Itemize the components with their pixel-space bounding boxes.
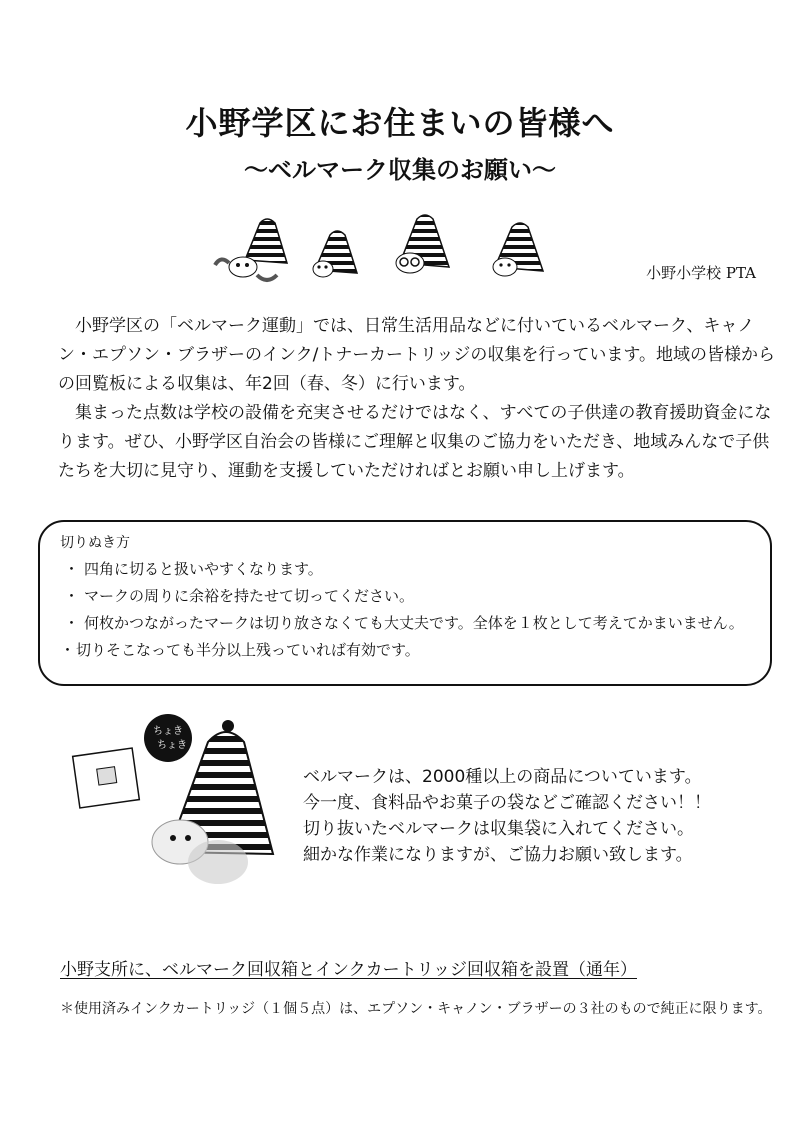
intro-paragraph-2: 集まった点数は学校の設備を充実させるだけではなく、すべての子供達の教育援助資金になります。ぜひ、小野学区自治会の皆様にご理解と収集のご協力をいただき、地域みんなで子供たちを大切に見守り、運動を支援していただければとお願い申し上げます。	[58, 403, 772, 481]
bullet: ・	[60, 641, 76, 659]
tip-item	[60, 583, 752, 610]
bell-face-icon	[493, 223, 543, 276]
tip-text: 四角に切ると扱いやすくなります。	[84, 560, 323, 578]
tip-text: 切りそこなっても半分以上残っていれば有効です。	[76, 641, 420, 659]
bubble-text-line1: ちょき	[153, 726, 183, 737]
bubble-text-line2: ちょき	[157, 740, 187, 751]
footnote-text: ＊使用済みインクカートリッジ（１個５点）は、エプソン・キャノン・ブラザーの３社のもので純正に限ります。	[60, 1001, 772, 1017]
bell-glasses-icon	[396, 215, 449, 273]
tip-text: 何枚かつながったマークは切り放さなくても大丈夫です。全体を１枚として考えてかまいません。	[84, 614, 744, 632]
tip-item	[60, 556, 752, 583]
intro-body	[58, 312, 778, 486]
bullet: ・	[64, 614, 80, 632]
page-title: 小野学区にお住まいの皆様へ	[185, 104, 615, 142]
intro-paragraph-1: 小野学区の「ベルマーク運動」では、日常生活用品などに付いているベルマーク、キャノン・エプソン・ブラザーのインク/トナーカートリッジの収集を行っています。地域の皆様からの回覧板による収集は、年2回（春、冬）に行います。	[58, 316, 776, 394]
page-subtitle: 〜ベルマーク収集のお願い〜	[244, 156, 556, 184]
bellmark-info-line: 今一度、食料品やお菓子の袋などご確認ください！！	[303, 793, 711, 813]
bellmark-info	[303, 764, 773, 868]
bell-crab-icon	[215, 219, 287, 280]
collection-box-heading: 小野支所に、ベルマーク回収箱とインクカートリッジ回収箱を設置（通年）	[60, 960, 637, 980]
bell-small-icon	[313, 231, 357, 277]
collection-box-footnote	[60, 996, 780, 1022]
bellmark-info-line: ベルマークは、2000種以上の商品についています。	[303, 767, 702, 787]
bullet: ・	[64, 587, 80, 605]
tip-item	[60, 637, 752, 664]
bell-characters-illustration	[205, 205, 575, 300]
cutting-tips-title: 切りぬき方	[60, 535, 130, 551]
bell-cutting-illustration	[68, 712, 288, 892]
organization-label: 小野小学校 PTA	[646, 264, 756, 282]
bellmark-info-line: 細かな作業になりますが、ご協力お願い致します。	[303, 845, 693, 865]
speech-bubble-icon	[144, 714, 192, 762]
paper-mark-icon	[73, 748, 140, 808]
bullet: ・	[64, 560, 80, 578]
cutting-tips-box	[38, 520, 772, 686]
tip-item	[60, 610, 752, 637]
bellmark-info-line: 切り抜いたベルマークは収集袋に入れてください。	[303, 819, 694, 839]
tip-text: マークの周りに余裕を持たせて切ってください。	[84, 587, 415, 605]
